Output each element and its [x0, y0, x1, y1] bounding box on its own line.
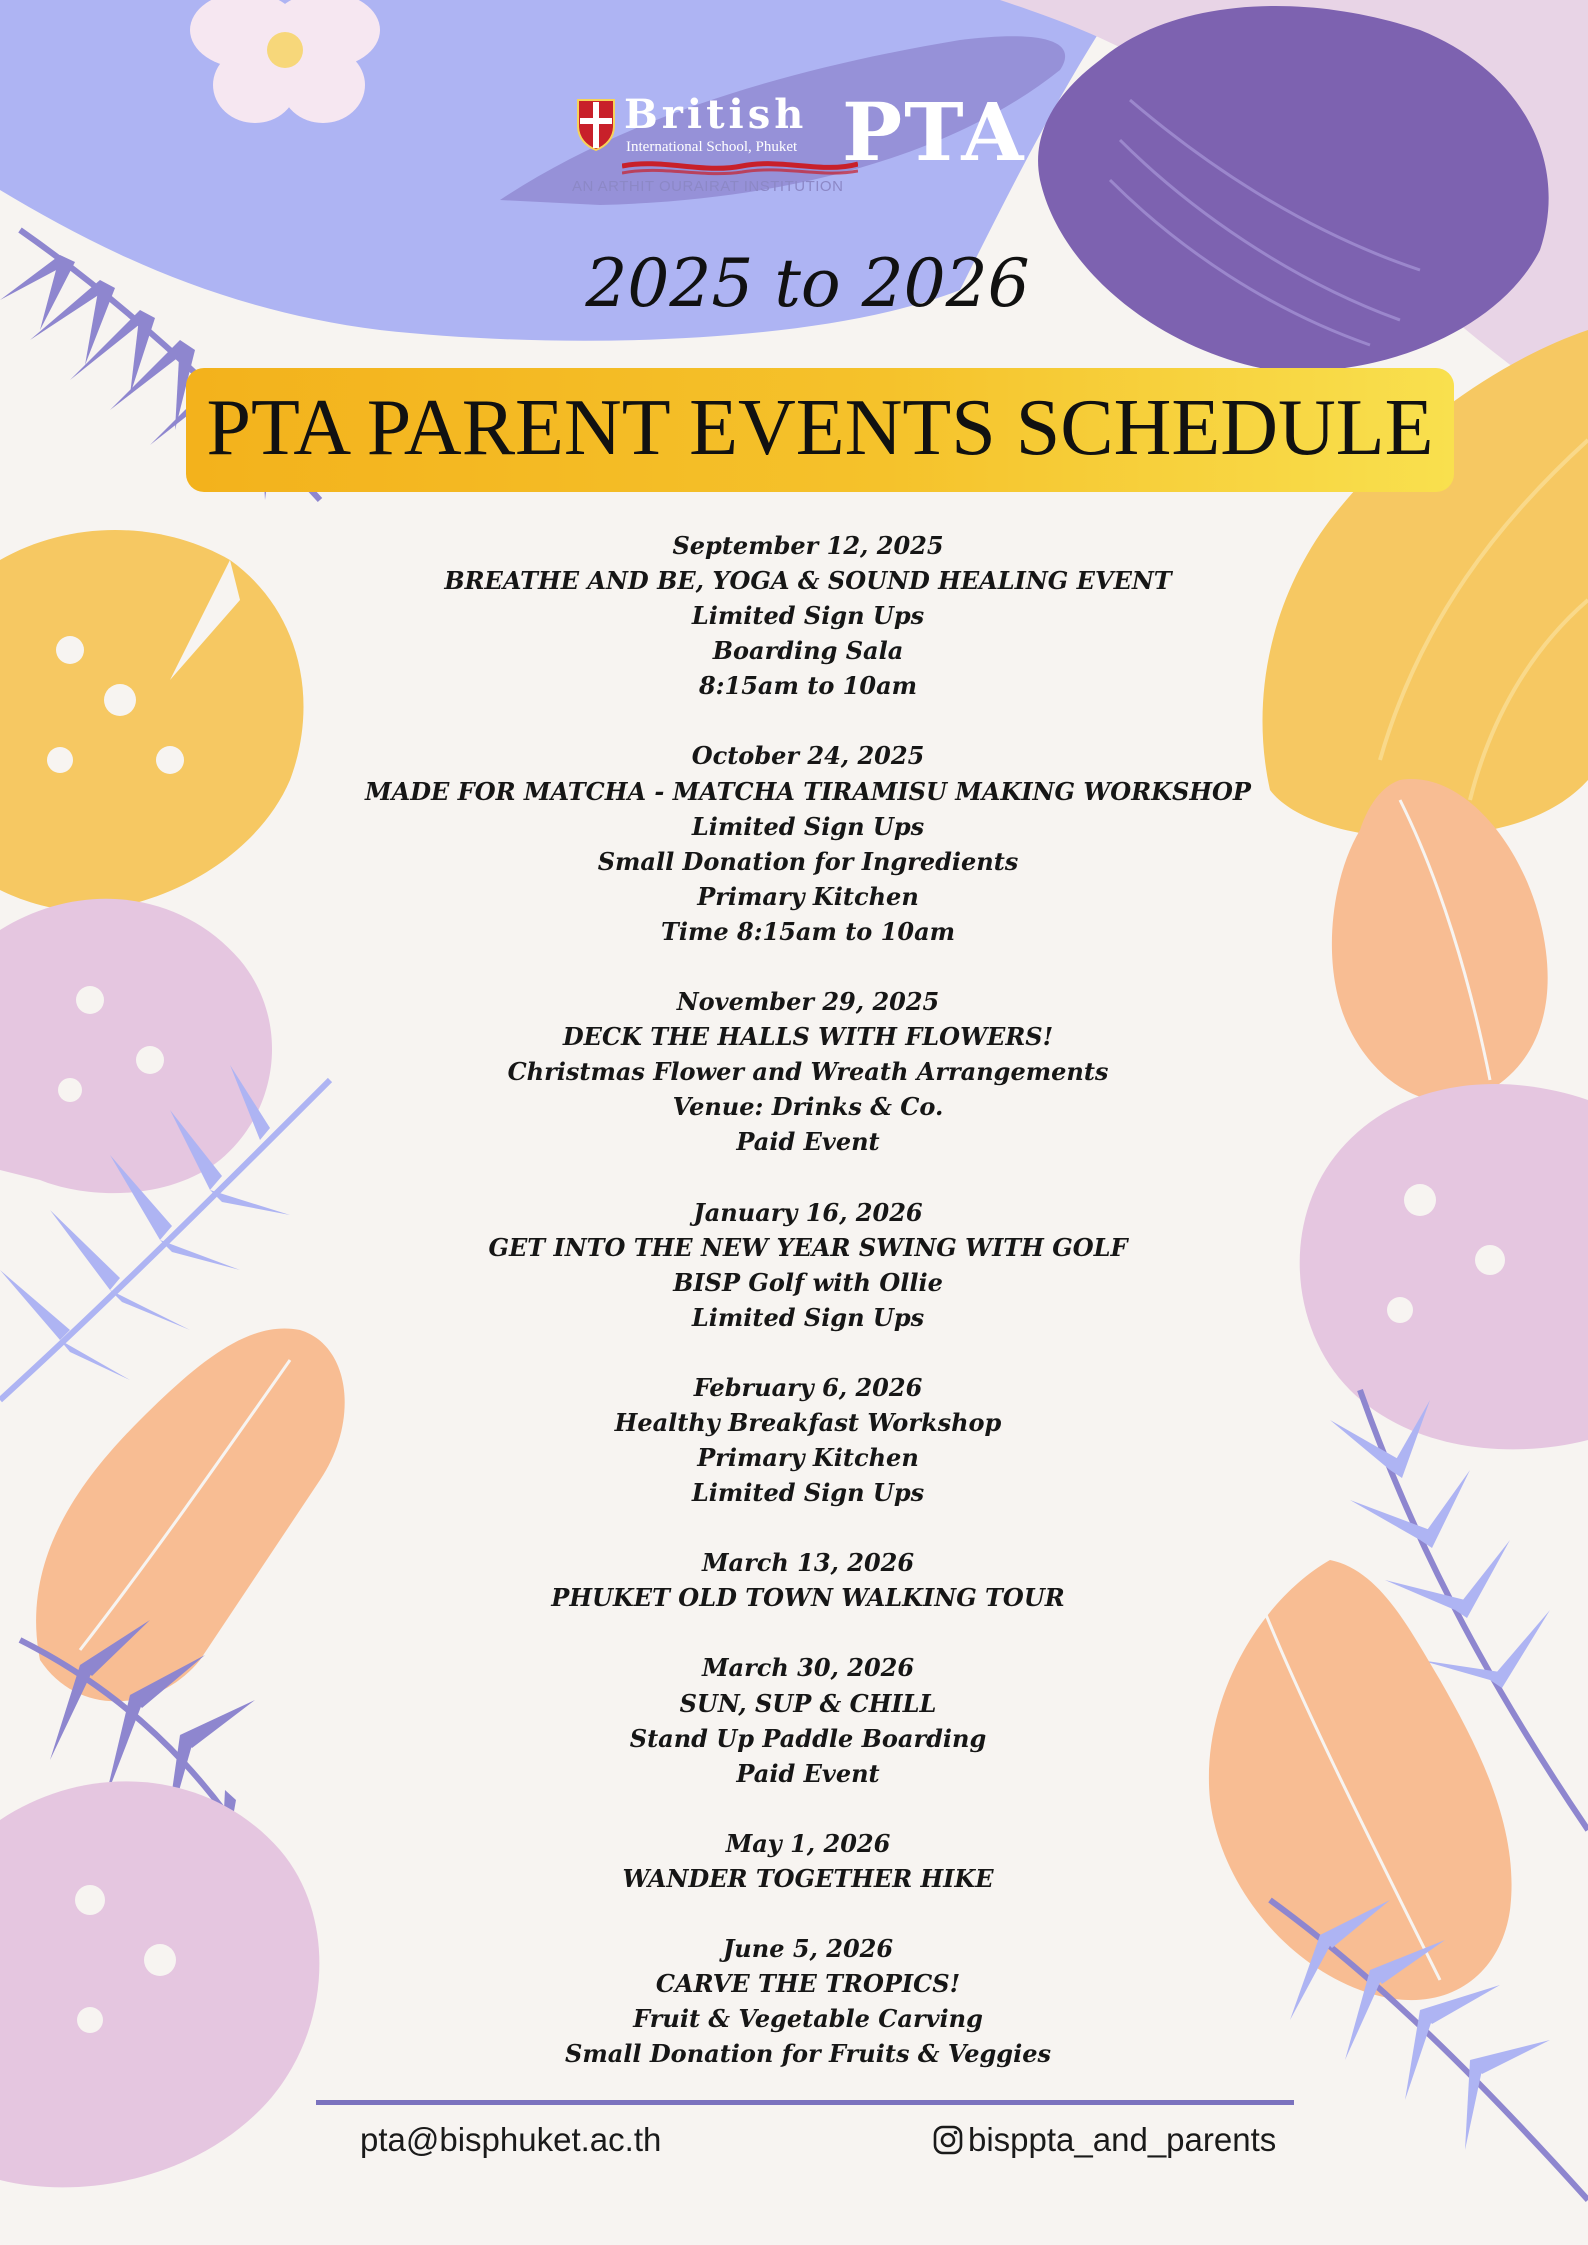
school-crest-icon: [572, 96, 620, 152]
event-detail: BISP Golf with Ollie: [673, 1267, 943, 1297]
instagram-link[interactable]: [932, 2118, 1276, 2162]
event-entry: [330, 738, 1286, 949]
event-date: March 30, 2026: [701, 1653, 915, 1683]
brand-name: British: [624, 91, 808, 138]
brand-wave-icon: [622, 156, 858, 178]
footer-divider: [316, 2100, 1294, 2105]
event-detail: Stand Up Paddle Boarding: [629, 1723, 987, 1753]
event-detail: Fruit & Vegetable Carving: [633, 2004, 983, 2034]
event-entry: [330, 1650, 1286, 1790]
event-detail: Limited Sign Ups: [691, 811, 925, 841]
event-detail: Small Donation for Ingredients: [597, 846, 1019, 876]
event-detail: Paid Event: [736, 1127, 880, 1157]
event-title: MADE FOR MATCHA - MATCHA TIRAMISU MAKING WORKSHOP: [365, 776, 1251, 806]
event-entry: [330, 528, 1286, 703]
year-title: 2025 to 2026: [585, 245, 1030, 322]
instagram-icon: [932, 2124, 964, 2156]
event-date: February 6, 2026: [693, 1372, 923, 1402]
event-entry: [330, 1545, 1286, 1615]
event-entry: [330, 984, 1286, 1159]
event-date: October 24, 2025: [691, 741, 925, 771]
schedule-title: PTA PARENT EVENTS SCHEDULE: [206, 384, 1434, 472]
event-detail: Time 8:15am to 10am: [660, 916, 956, 946]
event-detail: 8:15am to 10am: [698, 671, 918, 701]
event-detail: Limited Sign Ups: [691, 1478, 925, 1508]
event-entry: [330, 1931, 1286, 2071]
event-detail: Christmas Flower and Wreath Arrangements: [507, 1057, 1109, 1087]
event-detail: Primary Kitchen: [697, 881, 919, 911]
event-title: BREATHE AND BE, YOGA & SOUND HEALING EVENT: [444, 566, 1172, 596]
school-logo: [572, 85, 1042, 212]
event-detail: Limited Sign Ups: [691, 601, 925, 631]
event-title: SUN, SUP & CHILL: [679, 1688, 937, 1718]
event-detail: Primary Kitchen: [697, 1443, 919, 1473]
event-date: September 12, 2025: [672, 531, 944, 560]
event-title: GET INTO THE NEW YEAR SWING WITH GOLF: [488, 1232, 1128, 1262]
event-title: Healthy Breakfast Workshop: [614, 1407, 1002, 1437]
pta-wordmark: PTA: [842, 85, 1026, 179]
event-title: PHUKET OLD TOWN WALKING TOUR: [551, 1583, 1065, 1613]
events-list: [330, 528, 1286, 2106]
event-entry: [330, 1195, 1286, 1335]
event-title: WANDER TOGETHER HIKE: [622, 1863, 994, 1893]
event-date: May 1, 2026: [725, 1828, 891, 1858]
event-entry: [330, 1826, 1286, 1896]
event-title: DECK THE HALLS WITH FLOWERS!: [562, 1022, 1054, 1052]
event-detail: Venue: Drinks & Co.: [672, 1092, 944, 1122]
contact-email[interactable]: pta@bisphuket.ac.th: [360, 2121, 662, 2158]
event-date: March 13, 2026: [701, 1548, 915, 1578]
event-title: CARVE THE TROPICS!: [655, 1969, 961, 1999]
event-date: June 5, 2026: [722, 1934, 894, 1963]
event-detail: Small Donation for Fruits & Veggies: [565, 2039, 1051, 2069]
event-detail: Boarding Sala: [712, 636, 904, 666]
event-date: January 16, 2026: [693, 1197, 923, 1227]
event-date: November 29, 2025: [676, 987, 940, 1017]
brand-subtitle: International School, Phuket: [626, 139, 798, 155]
event-detail: Limited Sign Ups: [691, 1302, 925, 1332]
brand-tagline: AN ARTHIT OURAIRAT INSTITUTION: [572, 178, 844, 195]
instagram-handle: bisppta_and_parents: [968, 2121, 1277, 2158]
event-detail: Paid Event: [736, 1758, 880, 1788]
event-entry: [330, 1370, 1286, 1510]
